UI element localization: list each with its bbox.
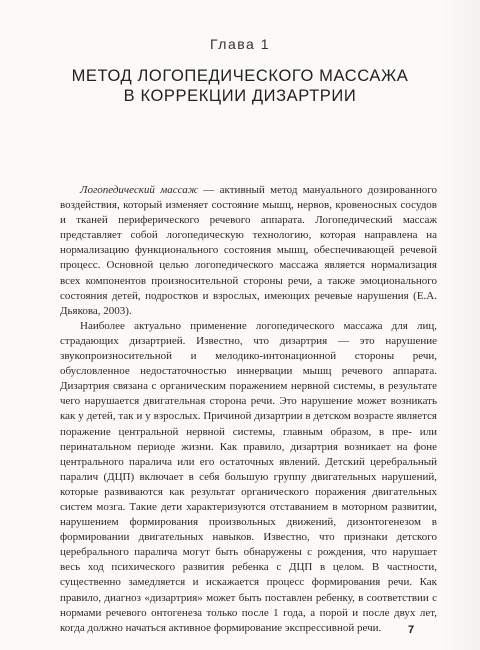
paragraph xyxy=(60,319,437,636)
paragraph-text: — активный метод мануального дозированного воздействия, который изменяет состояние мышц, нервов, кровеносных сосудов и тканей периферического речевого аппарата. Логопедический массаж представляет собой логопедическую технологию, которая направлена на нормализацию функционального состояния мышц, обеспечивающей речевой процесс. Основной целью логопедического массажа является нормализация всех компонентов произносительной стороны речи, а также эмоционального состояния детей, подростков и взрослых, имеющих речевые нарушения (Е.А. Дьякова, 2003). xyxy=(60,184,437,317)
body-text xyxy=(60,183,437,636)
page-number: 7 xyxy=(408,624,415,636)
paragraph-text: Наиболее актуально применение логопедического массажа для лиц, страдающих дизартрией. Известно, что дизартрия — это нарушение звукопроизносительной и мелодико-интонационной стороны речи, обусловленное недостаточностью иннервации мышц речевого аппарата. Дизартрия связана с органическим поражением нервной системы, в результате чего нарушается двигательная сторона речи. Это нарушение может возникать как у детей, так и у взрослых. Причиной дизартрии в детском возрасте является поражение центральной нервной системы, главным образом, в пре- или перинатальном периоде жизни. Как правило, дизартрия возникает на фоне центрального паралича или его остаточных явлений. Детский церебральный паралич (ДЦП) включает в себя большую группу двигательных нарушений, которые развиваются как результат органического поражения двигательных систем мозга. Такие дети характеризуются отставанием в моторном развитии, нарушением формирования произвольных движений, дизонтогенезом в формировании двигательных навыков. Известно, что признаки детского церебрального паралича могут быть обнаружены с рождения, что нарушает весь ход психического развития ребенка с ДЦП в целом. В частности, существенно замедляется и искажается процесс формирования речи. Как правило, диагноз «дизартрия» может быть поставлен ребенку, в соответствии с нормами речевого онтогенеза только после 1 года, а порой и после двух лет, когда должно начаться активное формирование экспрессивной речи. xyxy=(60,319,437,634)
paragraph xyxy=(60,183,437,319)
chapter-title xyxy=(0,66,480,106)
chapter-title-line: В КОРРЕКЦИИ ДИЗАРТРИИ xyxy=(123,87,357,105)
chapter-label: Глава 1 xyxy=(210,36,270,52)
chapter-title-line: МЕТОД ЛОГОПЕДИЧЕСКОГО МАССАЖА xyxy=(71,67,409,85)
lead-term: Логопедический массаж xyxy=(80,184,198,196)
